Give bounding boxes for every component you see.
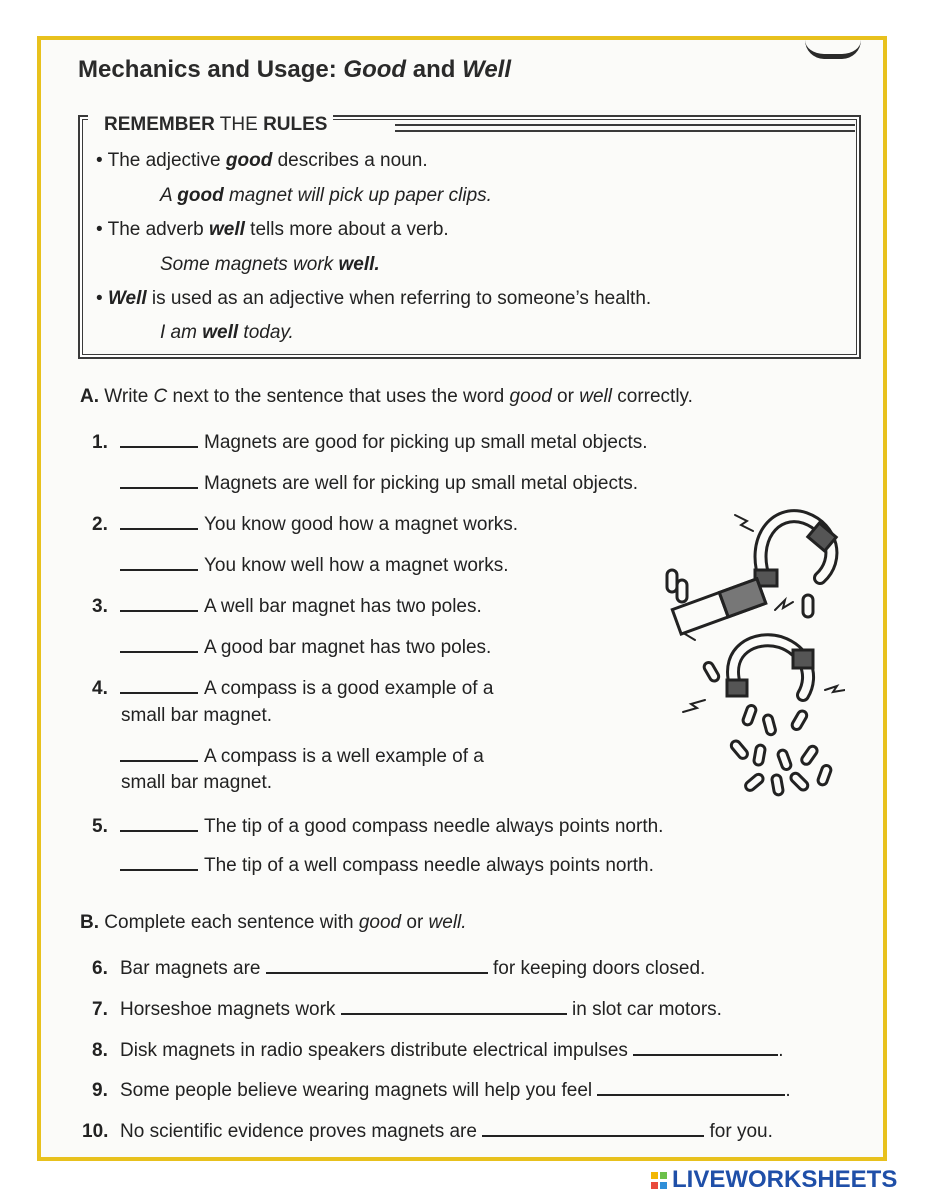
answer-blank[interactable] [120,853,198,871]
answer-blank[interactable] [120,676,198,694]
answer-blank[interactable] [120,471,198,489]
answer-blank[interactable] [341,997,567,1015]
rule-2-example: Some magnets work well. [160,254,380,275]
worksheet-logo-icon [650,1170,670,1192]
answer-blank[interactable] [120,594,198,612]
answer-blank[interactable] [120,635,198,653]
item-4b: A compass is a well example of a [120,744,484,768]
item-1b: Magnets are well for picking up small metal objects. [120,471,638,495]
item-2b: You know well how a magnet works. [120,553,509,577]
item-10: 10. No scientific evidence proves magnets are for you. [82,1121,773,1142]
rule-2: • The adverb well tells more about a verb. [96,219,449,240]
section-b-instruction: B. Complete each sentence with good or well. [80,912,467,933]
answer-blank[interactable] [266,956,488,974]
answer-blank[interactable] [597,1078,785,1096]
item-5b: The tip of a well compass needle always points north. [120,853,654,877]
answer-blank[interactable] [120,744,198,762]
answer-blank[interactable] [120,512,198,530]
section-a-instruction: A. Write C next to the sentence that uses the word good or well correctly. [80,386,693,407]
rule-1-example: A good magnet will pick up paper clips. [160,185,492,206]
answer-blank[interactable] [120,814,198,832]
page-title: Mechanics and Usage: Good and Well [78,56,511,83]
item-3a: 3. A well bar magnet has two poles. [92,596,482,617]
magnet-illustration-icon [655,500,845,805]
item-4a-cont: small bar magnet. [121,705,273,726]
item-2a: 2. You know good how a magnet works. [92,514,519,535]
item-5a: 5. The tip of a good compass needle always points north. [92,816,664,837]
rule-1: • The adjective good describes a noun. [96,150,428,171]
item-1a: 1. Magnets are good for picking up small metal objects. [92,432,648,453]
item-6: 6. Bar magnets are for keeping doors closed. [92,958,706,979]
item-9: 9. Some people believe wearing magnets will help you feel . [92,1080,791,1101]
item-3b: A good bar magnet has two poles. [120,635,491,659]
answer-blank[interactable] [120,553,198,571]
item-4b-cont: small bar magnet. [121,772,273,793]
rule-3-example: I am well today. [160,322,294,343]
rules-heading: REMEMBER THE RULES [88,114,333,136]
item-4a: 4. A compass is a good example of a [92,678,494,699]
rule-3: • Well is used as an adjective when referring to someone’s health. [96,288,652,309]
liveworksheets-logo[interactable]: LIVEWORKSHEETS [650,1166,897,1194]
answer-blank[interactable] [633,1038,778,1056]
item-8: 8. Disk magnets in radio speakers distribute electrical impulses . [92,1040,784,1061]
answer-blank[interactable] [482,1119,704,1137]
item-7: 7. Horseshoe magnets work in slot car motors. [92,999,722,1020]
rules-heading-rule [395,124,855,132]
answer-blank[interactable] [120,430,198,448]
